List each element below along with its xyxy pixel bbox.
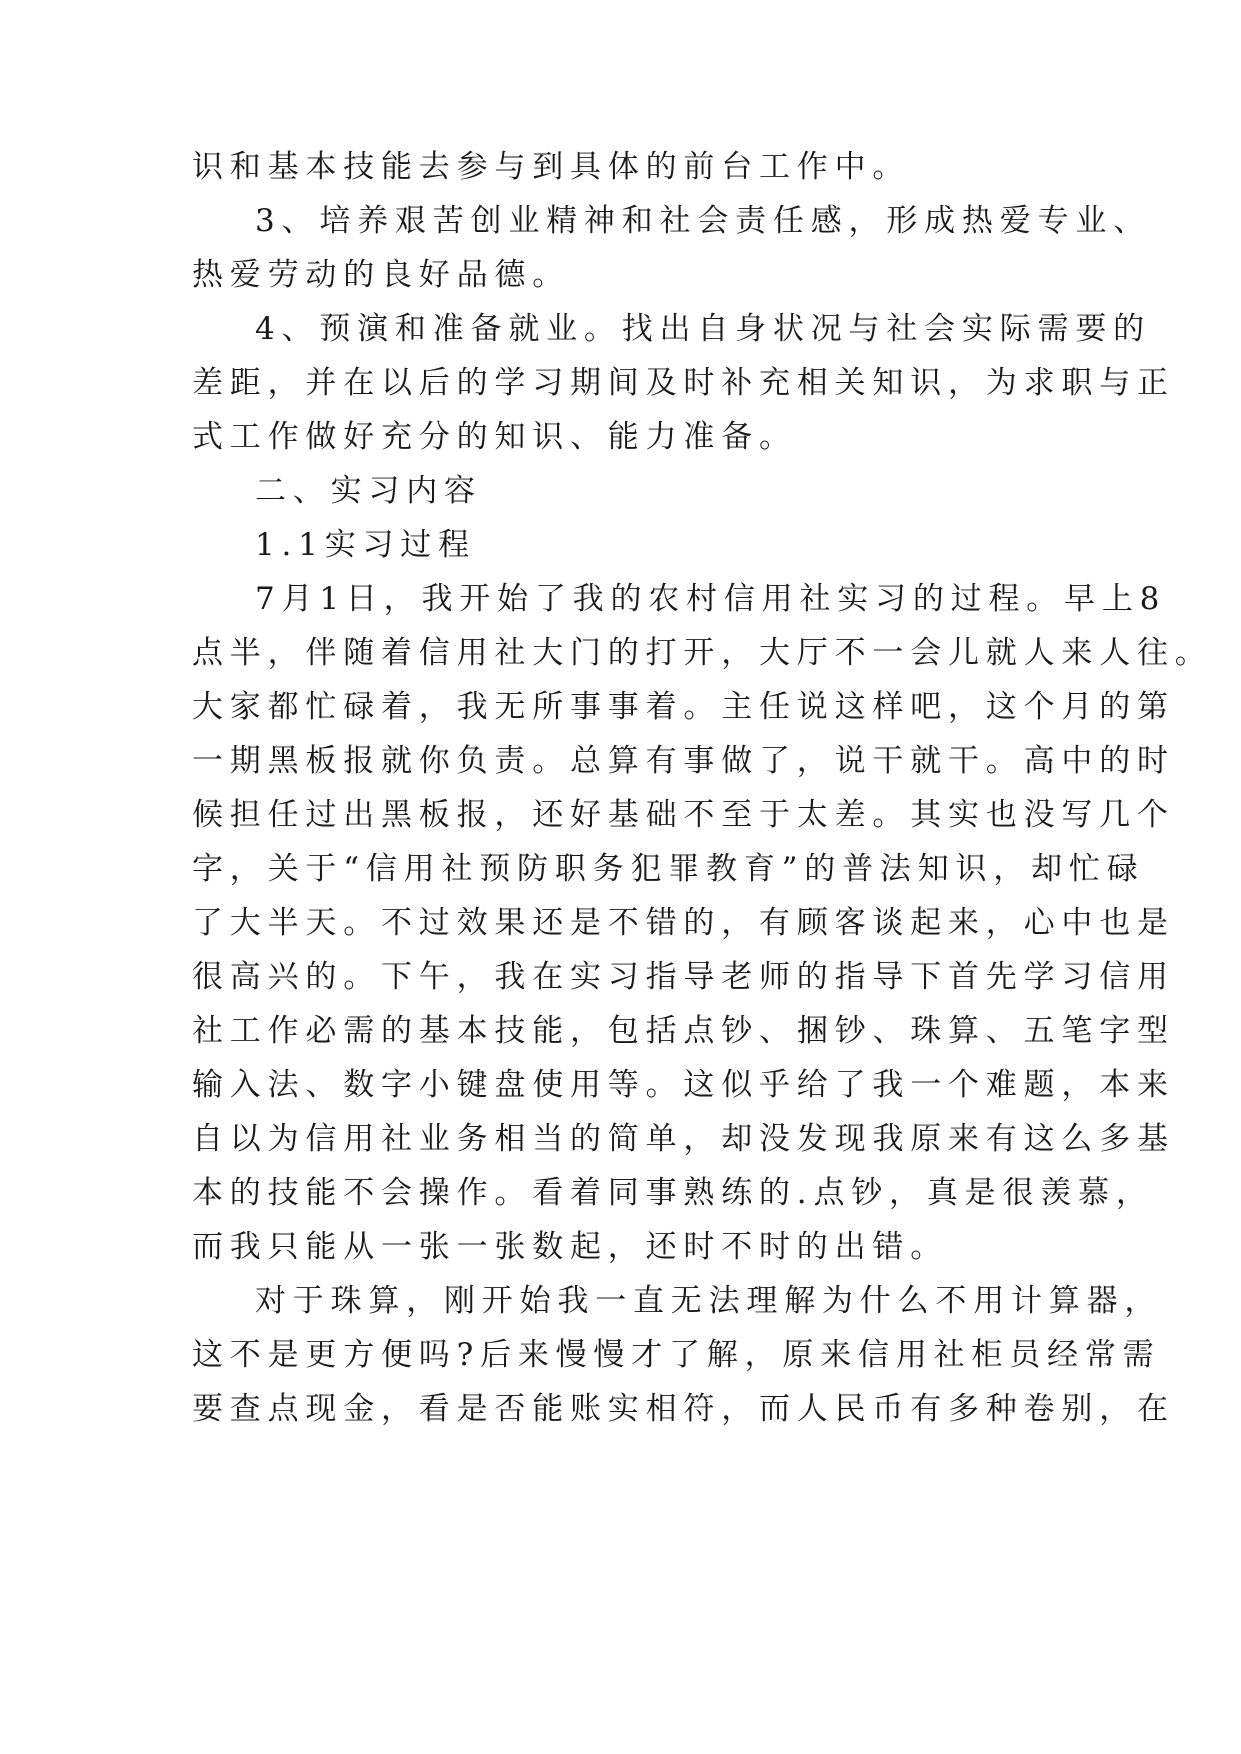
text-line: 自以为信用社业务相当的简单，却没发现我原来有这么多基	[192, 1121, 1175, 1157]
text-line: 点半，伴随着信用社大门的打开，大厅不一会儿就人来人往。	[192, 635, 1213, 671]
text-line: 本的技能不会操作。看着同事熟练的.点钞，真是很羡慕，	[192, 1175, 1154, 1211]
text-line: 一期黑板报就你负责。总算有事做了，说干就干。高中的时	[192, 743, 1175, 779]
text-line: 候担任过出黑板报，还好基础不至于太差。其实也没写几个	[192, 797, 1175, 833]
text-line: 而我只能从一张一张数起，还时不时的出错。	[192, 1229, 948, 1265]
text-line: 很高兴的。下午，我在实习指导老师的指导下首先学习信用	[192, 959, 1175, 995]
text-line: 输入法、数字小键盘使用等。这似乎给了我一个难题，本来	[192, 1067, 1175, 1103]
text-line: 3、培养艰苦创业精神和社会责任感，形成热爱专业、	[255, 203, 1151, 239]
text-line: 社工作必需的基本技能，包括点钞、捆钞、珠算、五笔字型	[192, 1013, 1175, 1049]
section-heading: 二、实习内容	[255, 473, 482, 509]
text-line: 4、预演和准备就业。找出自身状况与社会实际需要的	[255, 311, 1151, 347]
text-line: 式工作做好充分的知识、能力准备。	[192, 419, 797, 455]
text-line: 7月1日，我开始了我的农村信用社实习的过程。早上8	[255, 581, 1167, 617]
text-line: 差距，并在以后的学习期间及时补充相关知识，为求职与正	[192, 365, 1175, 401]
text-line: 对于珠算，刚开始我一直无法理解为什么不用计算器，	[255, 1283, 1163, 1319]
text-line: 这不是更方便吗?后来慢慢才了解，原来信用社柜员经常需	[192, 1337, 1161, 1373]
text-line: 字，关于“信用社预防职务犯罪教育”的普法知识，却忙碌	[192, 851, 1145, 887]
text-line: 识和基本技能去参与到具体的前台工作中。	[192, 149, 911, 185]
text-line: 要查点现金，看是否能账实相符，而人民币有多种卷别，在	[192, 1391, 1175, 1427]
text-line: 大家都忙碌着，我无所事事着。主任说这样吧，这个月的第	[192, 689, 1175, 725]
text-line: 热爱劳动的良好品德。	[192, 257, 570, 293]
text-line: 了大半天。不过效果还是不错的，有顾客谈起来，心中也是	[192, 905, 1175, 941]
subsection-heading: 1.1实习过程	[255, 527, 476, 563]
